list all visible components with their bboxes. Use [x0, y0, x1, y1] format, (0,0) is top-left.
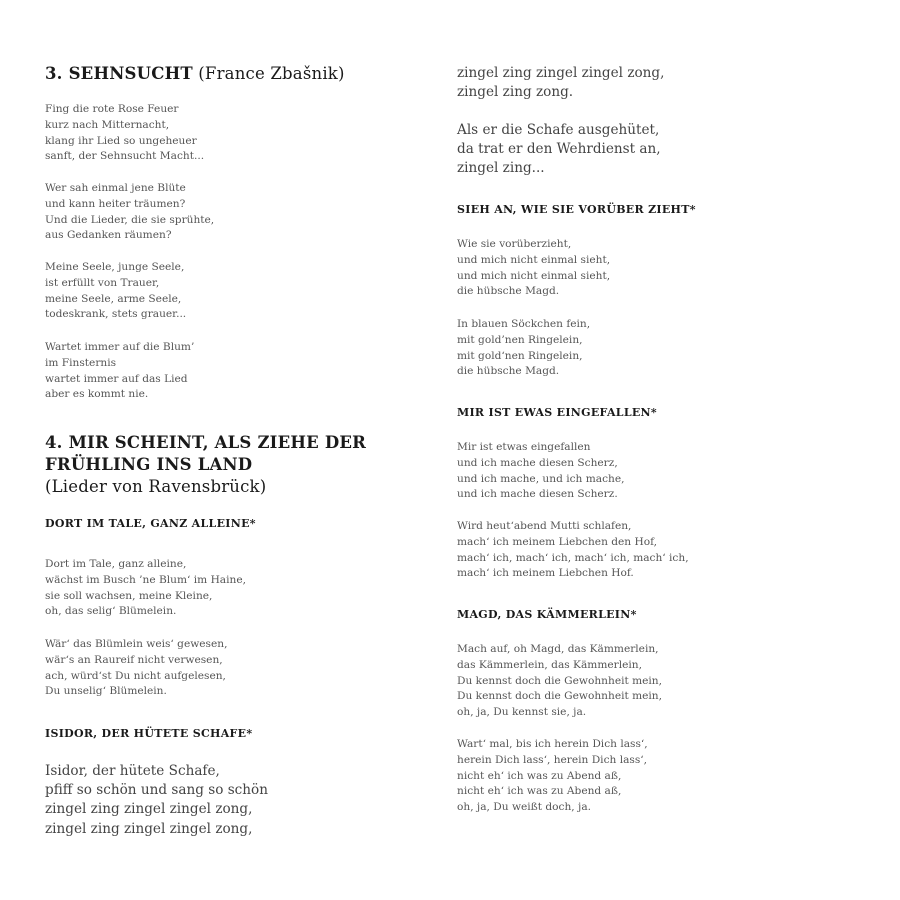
stanza [45, 181, 214, 244]
verse-line: mach‘ ich, mach‘ ich, mach‘ ich, mach‘ ich, [457, 551, 689, 564]
verse-line: zingel zing... [457, 160, 545, 177]
verse-line: und ich mache diesen Scherz. [457, 488, 618, 501]
verse-line: nicht eh‘ ich was zu Abend aß, [457, 785, 622, 798]
verse-line: im Finsternis [45, 356, 117, 369]
song-title: ISIDOR, DER HÜTETE SCHAFE* [45, 727, 253, 740]
verse-line: das Kämmerlein, das Kämmerlein, [457, 658, 642, 671]
verse-line: Meine Seele, junge Seele, [45, 261, 185, 273]
verse-line: Wer sah einmal jene Blüte [45, 182, 186, 194]
verse-line: zingel zing zingel zingel zong, [45, 801, 253, 818]
stanza [457, 64, 664, 102]
verse-line: Wart‘ mal, bis ich herein Dich lass‘, [457, 738, 648, 750]
verse-line: Wartet immer auf die Blum’ [45, 341, 195, 353]
song-title: MAGD, DAS KÄMMERLEIN* [457, 608, 637, 621]
song-title: MIR IST EWAS EINGEFALLEN* [457, 406, 657, 419]
section-subtitle: (Lieder von Ravensbrück) [45, 477, 267, 496]
verse-line: sie soll wachsen, meine Kleine, [45, 589, 213, 602]
verse-line: zingel zing zong. [457, 84, 574, 101]
stanza [457, 237, 610, 300]
verse-line: wächst im Busch ’ne Blum‘ im Haine, [45, 573, 246, 586]
verse-line: oh, das selig‘ Blümelein. [45, 605, 177, 618]
verse-line: Fing die rote Rose Feuer [45, 103, 179, 115]
verse-line: In blauen Söckchen fein, [457, 318, 591, 330]
verse-line: ist erfüllt von Trauer, [45, 276, 160, 289]
stanza [457, 519, 689, 582]
section-title-author: (France Zbašnik) [192, 64, 345, 83]
verse-line: und ich mache, und ich mache, [457, 472, 625, 485]
stanza [457, 642, 662, 721]
verse-line: oh, ja, Du kennst sie, ja. [457, 706, 587, 719]
verse-line: mit gold’nen Ringelein, [457, 333, 583, 346]
verse-line: wär‘s an Raureif nicht verwesen, [45, 653, 223, 666]
verse-line: und mich nicht einmal sieht, [457, 253, 611, 266]
verse-line: die hübsche Magd. [457, 365, 560, 378]
verse-line: Isidor, der hütete Schafe, [45, 763, 220, 779]
verse-line: Dort im Tale, ganz alleine, [45, 558, 187, 570]
stanza [45, 102, 204, 165]
verse-line: und ich mache diesen Scherz, [457, 456, 618, 469]
verse-line: aus Gedanken räumen? [45, 229, 172, 242]
verse-line: Du kennst doch die Gewohnheit mein, [457, 690, 662, 703]
verse-line: nicht eh‘ ich was zu Abend aß, [457, 769, 622, 782]
song-title: SIEH AN, WIE SIE VORÜBER ZIEHT* [457, 203, 696, 216]
stanza [457, 737, 648, 816]
verse-line: Du kennst doch die Gewohnheit mein, [457, 674, 662, 687]
section-title-mir-scheint [45, 432, 366, 498]
verse-line: klang ihr Lied so ungeheuer [45, 134, 197, 147]
verse-line: da trat er den Wehrdienst an, [457, 141, 661, 158]
stanza [457, 317, 590, 380]
song-title: DORT IM TALE, GANZ ALLEINE* [45, 517, 256, 530]
section-title-line: FRÜHLING INS LAND [45, 455, 253, 474]
stanza [45, 762, 268, 839]
verse-line: zingel zing zingel zingel zong, [457, 65, 665, 81]
verse-line: wartet immer auf das Lied [45, 372, 188, 385]
verse-line: mach‘ ich meinem Liebchen Hof. [457, 567, 634, 580]
verse-line: ach, würd‘st Du nicht aufgelesen, [45, 669, 226, 682]
stanza [45, 260, 186, 323]
verse-line: Wird heut‘abend Mutti schlafen, [457, 520, 632, 532]
verse-line: Als er die Schafe ausgehütet, [457, 122, 660, 138]
verse-line: sanft, der Sehnsucht Macht... [45, 150, 205, 163]
stanza [457, 440, 625, 503]
verse-line: Und die Lieder, die sie sprühte, [45, 213, 215, 226]
verse-line: herein Dich lass‘, herein Dich lass‘, [457, 753, 648, 766]
verse-line: und mich nicht einmal sieht, [457, 269, 611, 282]
stanza [45, 557, 246, 620]
verse-line: mach‘ ich meinem Liebchen den Hof, [457, 535, 658, 548]
verse-line: Mir ist etwas eingefallen [457, 441, 591, 453]
verse-line: Du unselig‘ Blümelein. [45, 685, 167, 698]
stanza [45, 637, 227, 700]
verse-line: Wie sie vorüberzieht, [457, 238, 572, 250]
section-title-bold: 3. SEHNSUCHT [45, 64, 193, 83]
verse-line: Mach auf, oh Magd, das Kämmerlein, [457, 643, 659, 655]
verse-line: und kann heiter träumen? [45, 197, 186, 210]
section-title-sehnsucht [45, 64, 345, 83]
verse-line: todeskrank, stets grauer... [45, 308, 187, 321]
section-title-line: 4. MIR SCHEINT, ALS ZIEHE DER [45, 433, 367, 452]
verse-line: oh, ja, Du weißt doch, ja. [457, 801, 591, 814]
verse-line: zingel zing zingel zingel zong, [45, 820, 253, 837]
verse-line: aber es kommt nie. [45, 388, 149, 401]
verse-line: mit gold‘nen Ringelein, [457, 349, 583, 362]
stanza [45, 340, 194, 403]
verse-line: Wär‘ das Blümlein weis‘ gewesen, [45, 638, 228, 650]
verse-line: die hübsche Magd. [457, 285, 560, 298]
stanza [457, 121, 661, 179]
verse-line: meine Seele, arme Seele, [45, 292, 182, 305]
verse-line: kurz nach Mitternacht, [45, 118, 170, 131]
verse-line: pfiff so schön und sang so schön [45, 782, 268, 799]
